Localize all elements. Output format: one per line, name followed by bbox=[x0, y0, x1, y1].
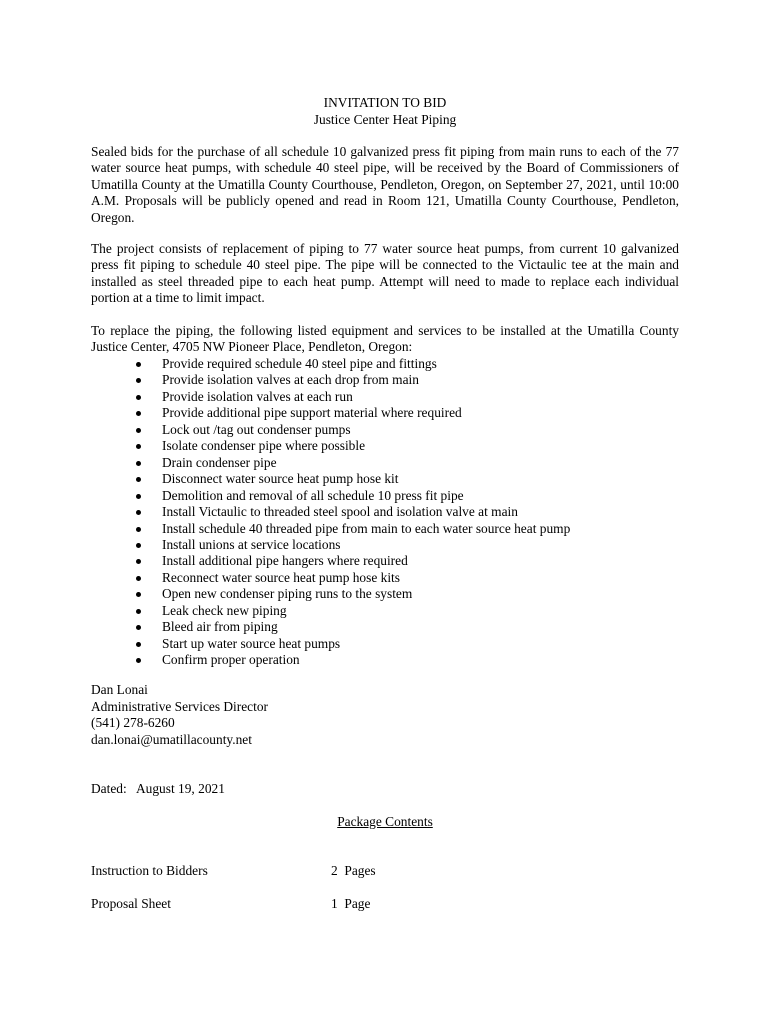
task-list bbox=[91, 356, 681, 669]
list-item: Start up water source heat pumps bbox=[91, 636, 681, 652]
package-contents-heading-text: Package Contents bbox=[337, 814, 433, 829]
contact-block bbox=[91, 682, 268, 748]
list-item: Demolition and removal of all schedule 10 press fit pipe bbox=[91, 488, 681, 504]
paragraph-equipment-intro: To replace the piping, the following listed equipment and services to be installed at the Umatilla County Justice Center, 4705 NW Pioneer Place, Pendleton, Oregon: bbox=[91, 323, 679, 355]
list-item: Provide isolation valves at each drop from main bbox=[91, 372, 681, 388]
dated-line: Dated: August 19, 2021 bbox=[91, 781, 225, 796]
list-item: Open new condenser piping runs to the system bbox=[91, 586, 681, 602]
list-item: Confirm proper operation bbox=[91, 652, 681, 668]
list-item: Provide required schedule 40 steel pipe and fittings bbox=[91, 356, 681, 372]
package-item-count: 2 Pages bbox=[331, 863, 376, 878]
package-item-count: 1 Page bbox=[331, 896, 371, 911]
list-item: Provide additional pipe support material where required bbox=[91, 405, 681, 421]
title-block bbox=[0, 95, 770, 128]
document-title: INVITATION TO BID bbox=[323, 95, 447, 110]
list-item: Disconnect water source heat pump hose kit bbox=[91, 471, 681, 487]
list-item: Reconnect water source heat pump hose kits bbox=[91, 570, 681, 586]
paragraph-sealed-bids: Sealed bids for the purchase of all schedule 10 galvanized press fit piping from main runs to each of the 77 water source heat pumps, with schedule 40 steel pipe, will be received by the Board of Commissioners of Umatilla County at the Umatilla County Courthouse, Pendleton, Oregon, on September 27, 2021, until 10:00 A.M. Proposals will be publicly opened and read in Room 121, Umatilla County Courthouse, Pendleton, Oregon. bbox=[91, 144, 679, 225]
contact-email: dan.lonai@umatillacounty.net bbox=[91, 731, 252, 747]
list-item: Install additional pipe hangers where required bbox=[91, 553, 681, 569]
contact-name: Dan Lonai bbox=[91, 682, 148, 697]
package-item-name: Instruction to Bidders bbox=[91, 863, 208, 878]
package-contents-heading bbox=[0, 814, 770, 830]
list-item: Install Victaulic to threaded steel spool and isolation valve at main bbox=[91, 504, 681, 520]
contact-role: Administrative Services Director bbox=[91, 698, 269, 714]
contact-phone: (541) 278-6260 bbox=[91, 715, 175, 730]
document-subtitle: Justice Center Heat Piping bbox=[313, 111, 457, 127]
list-item: Drain condenser pipe bbox=[91, 455, 681, 471]
package-item-name: Proposal Sheet bbox=[91, 896, 171, 911]
list-item: Bleed air from piping bbox=[91, 619, 681, 635]
list-item: Lock out /tag out condenser pumps bbox=[91, 422, 681, 438]
list-item: Install schedule 40 threaded pipe from main to each water source heat pump bbox=[91, 521, 681, 537]
list-item: Provide isolation valves at each run bbox=[91, 389, 681, 405]
list-item: Install unions at service locations bbox=[91, 537, 681, 553]
list-item: Isolate condenser pipe where possible bbox=[91, 438, 681, 454]
paragraph-project-scope: The project consists of replacement of piping to 77 water source heat pumps, from current 10 galvanized press fit piping to schedule 40 steel pipe. The pipe will be connected to the Victaulic tee at the main and installed as steel threaded pipe to each heat pump. Attempt will need to made to replace each individual portion at a time to limit impact. bbox=[91, 241, 679, 306]
list-item: Leak check new piping bbox=[91, 603, 681, 619]
